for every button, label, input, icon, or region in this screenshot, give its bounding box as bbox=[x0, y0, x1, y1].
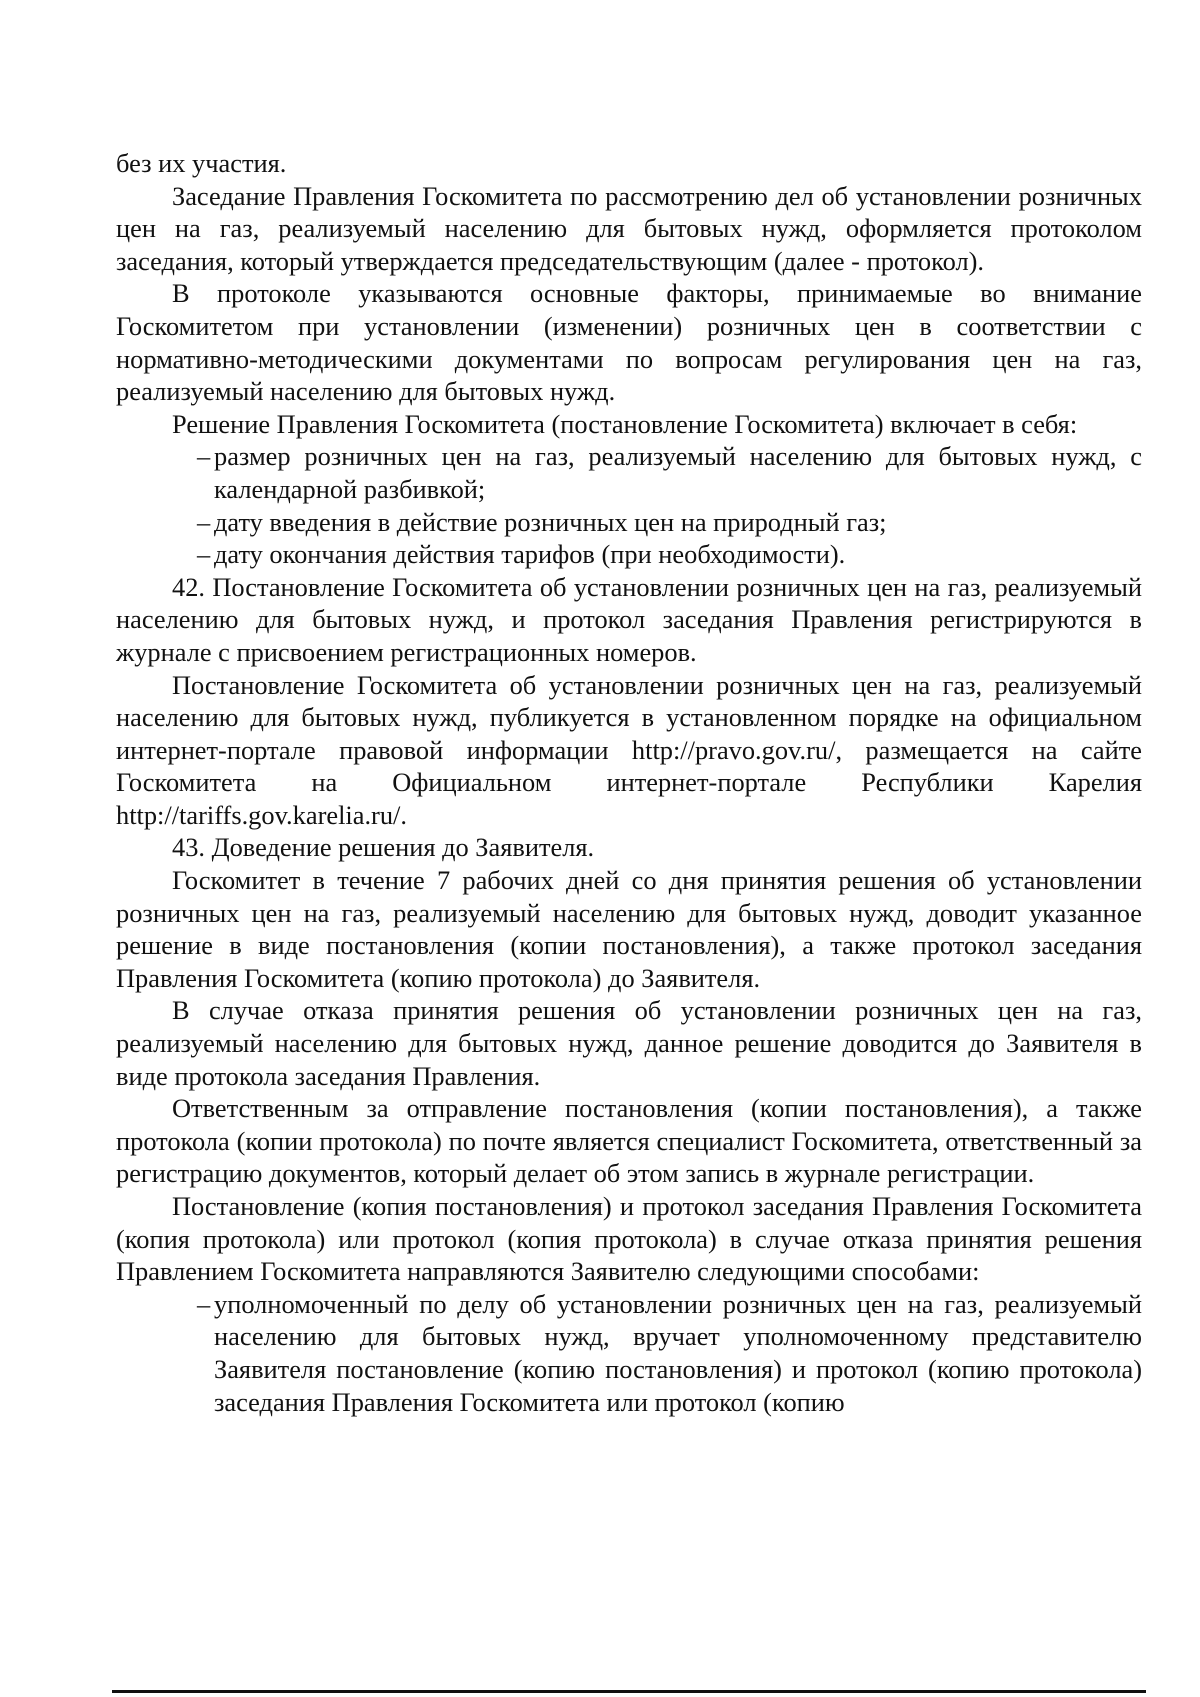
list-dash: – bbox=[197, 506, 211, 537]
paragraph: Ответственным за отправление постановления (копии постановления), а также протокола (копии протокола) по почте является специалист Госкомитета, ответственный за регистрацию документов, который делает об этом запись в журнале регистрации. bbox=[116, 1093, 1142, 1189]
list-item-text: уполномоченный по делу об установлении розничных цен на газ, реализуемый населению для бытовых нужд, вручает уполномоченному представителю Заявителя постановление (копию постановления) и протокол (копию протокола) заседания Правления Госкомитета или протокол (копию bbox=[214, 1288, 1142, 1417]
list-item bbox=[116, 440, 1142, 505]
list-item-text: дату окончания действия тарифов (при необходимости). bbox=[214, 539, 846, 570]
list-item bbox=[116, 1288, 1142, 1418]
paragraph: Постановление (копия постановления) и протокол заседания Правления Госкомитета (копия протокола) или протокол (копия протокола) в случае отказа принятия решения Правлением Госкомитета направляются Заявителю следующими способами: bbox=[116, 1191, 1142, 1287]
list-item-text: размер розничных цен на газ, реализуемый населению для бытовых нужд, с календарной разбивкой; bbox=[214, 441, 1142, 504]
paragraph: Постановление Госкомитета об установлении розничных цен на газ, реализуемый населению для бытовых нужд, публикуется в установленном порядке на официальном интернет-портале правовой информации http://pravo.gov.ru/, размещается на сайте Госкомитета на Официальном интернет-портале Республики Карелия http://tariffs.gov.karelia.ru/. bbox=[116, 669, 1142, 830]
list-dash: – bbox=[197, 441, 211, 472]
list-item bbox=[116, 538, 1142, 571]
list-item-text: дату введения в действие розничных цен на природный газ; bbox=[214, 506, 887, 537]
paragraph: В протоколе указываются основные факторы, принимаемые во внимание Госкомитетом при установлении (изменении) розничных цен в соответствии с нормативно-методическими документами по вопросам регулирования цен на газ, реализуемый населению для бытовых нужд. bbox=[116, 278, 1142, 407]
list-dash: – bbox=[197, 539, 211, 570]
list-item bbox=[116, 506, 1142, 539]
paragraph: Заседание Правления Госкомитета по рассмотрению дел об установлении розничных цен на газ, реализуемый населению для бытовых нужд, оформляется протоколом заседания, который утверждается председательствующим (далее - протокол). bbox=[116, 180, 1142, 276]
footer-divider bbox=[112, 1690, 1146, 1693]
paragraph-clause-42: 42. Постановление Госкомитета об установлении розничных цен на газ, реализуемый населению для бытовых нужд, и протокол заседания Правления регистрируются в журнале с присвоением регистрационных номеров. bbox=[116, 571, 1142, 667]
paragraph: без их участия. bbox=[116, 148, 287, 178]
paragraph: В случае отказа принятия решения об установлении розничных цен на газ, реализуемый населению для бытовых нужд, данное решение доводится до Заявителя в виде протокола заседания Правления. bbox=[116, 995, 1142, 1091]
document-body bbox=[116, 147, 1142, 1418]
paragraph: Госкомитет в течение 7 рабочих дней со дня принятия решения об установлении розничных цен на газ, реализуемый населению для бытовых нужд, доводит указанное решение в виде постановления (копии постановления), а также протокол заседания Правления Госкомитета (копию протокола) до Заявителя. bbox=[116, 865, 1142, 993]
paragraph: Решение Правления Госкомитета (постановление Госкомитета) включает в себя: bbox=[172, 408, 1078, 439]
list-dash: – bbox=[197, 1288, 211, 1319]
paragraph-clause-43: 43. Доведение решения до Заявителя. bbox=[172, 832, 595, 863]
